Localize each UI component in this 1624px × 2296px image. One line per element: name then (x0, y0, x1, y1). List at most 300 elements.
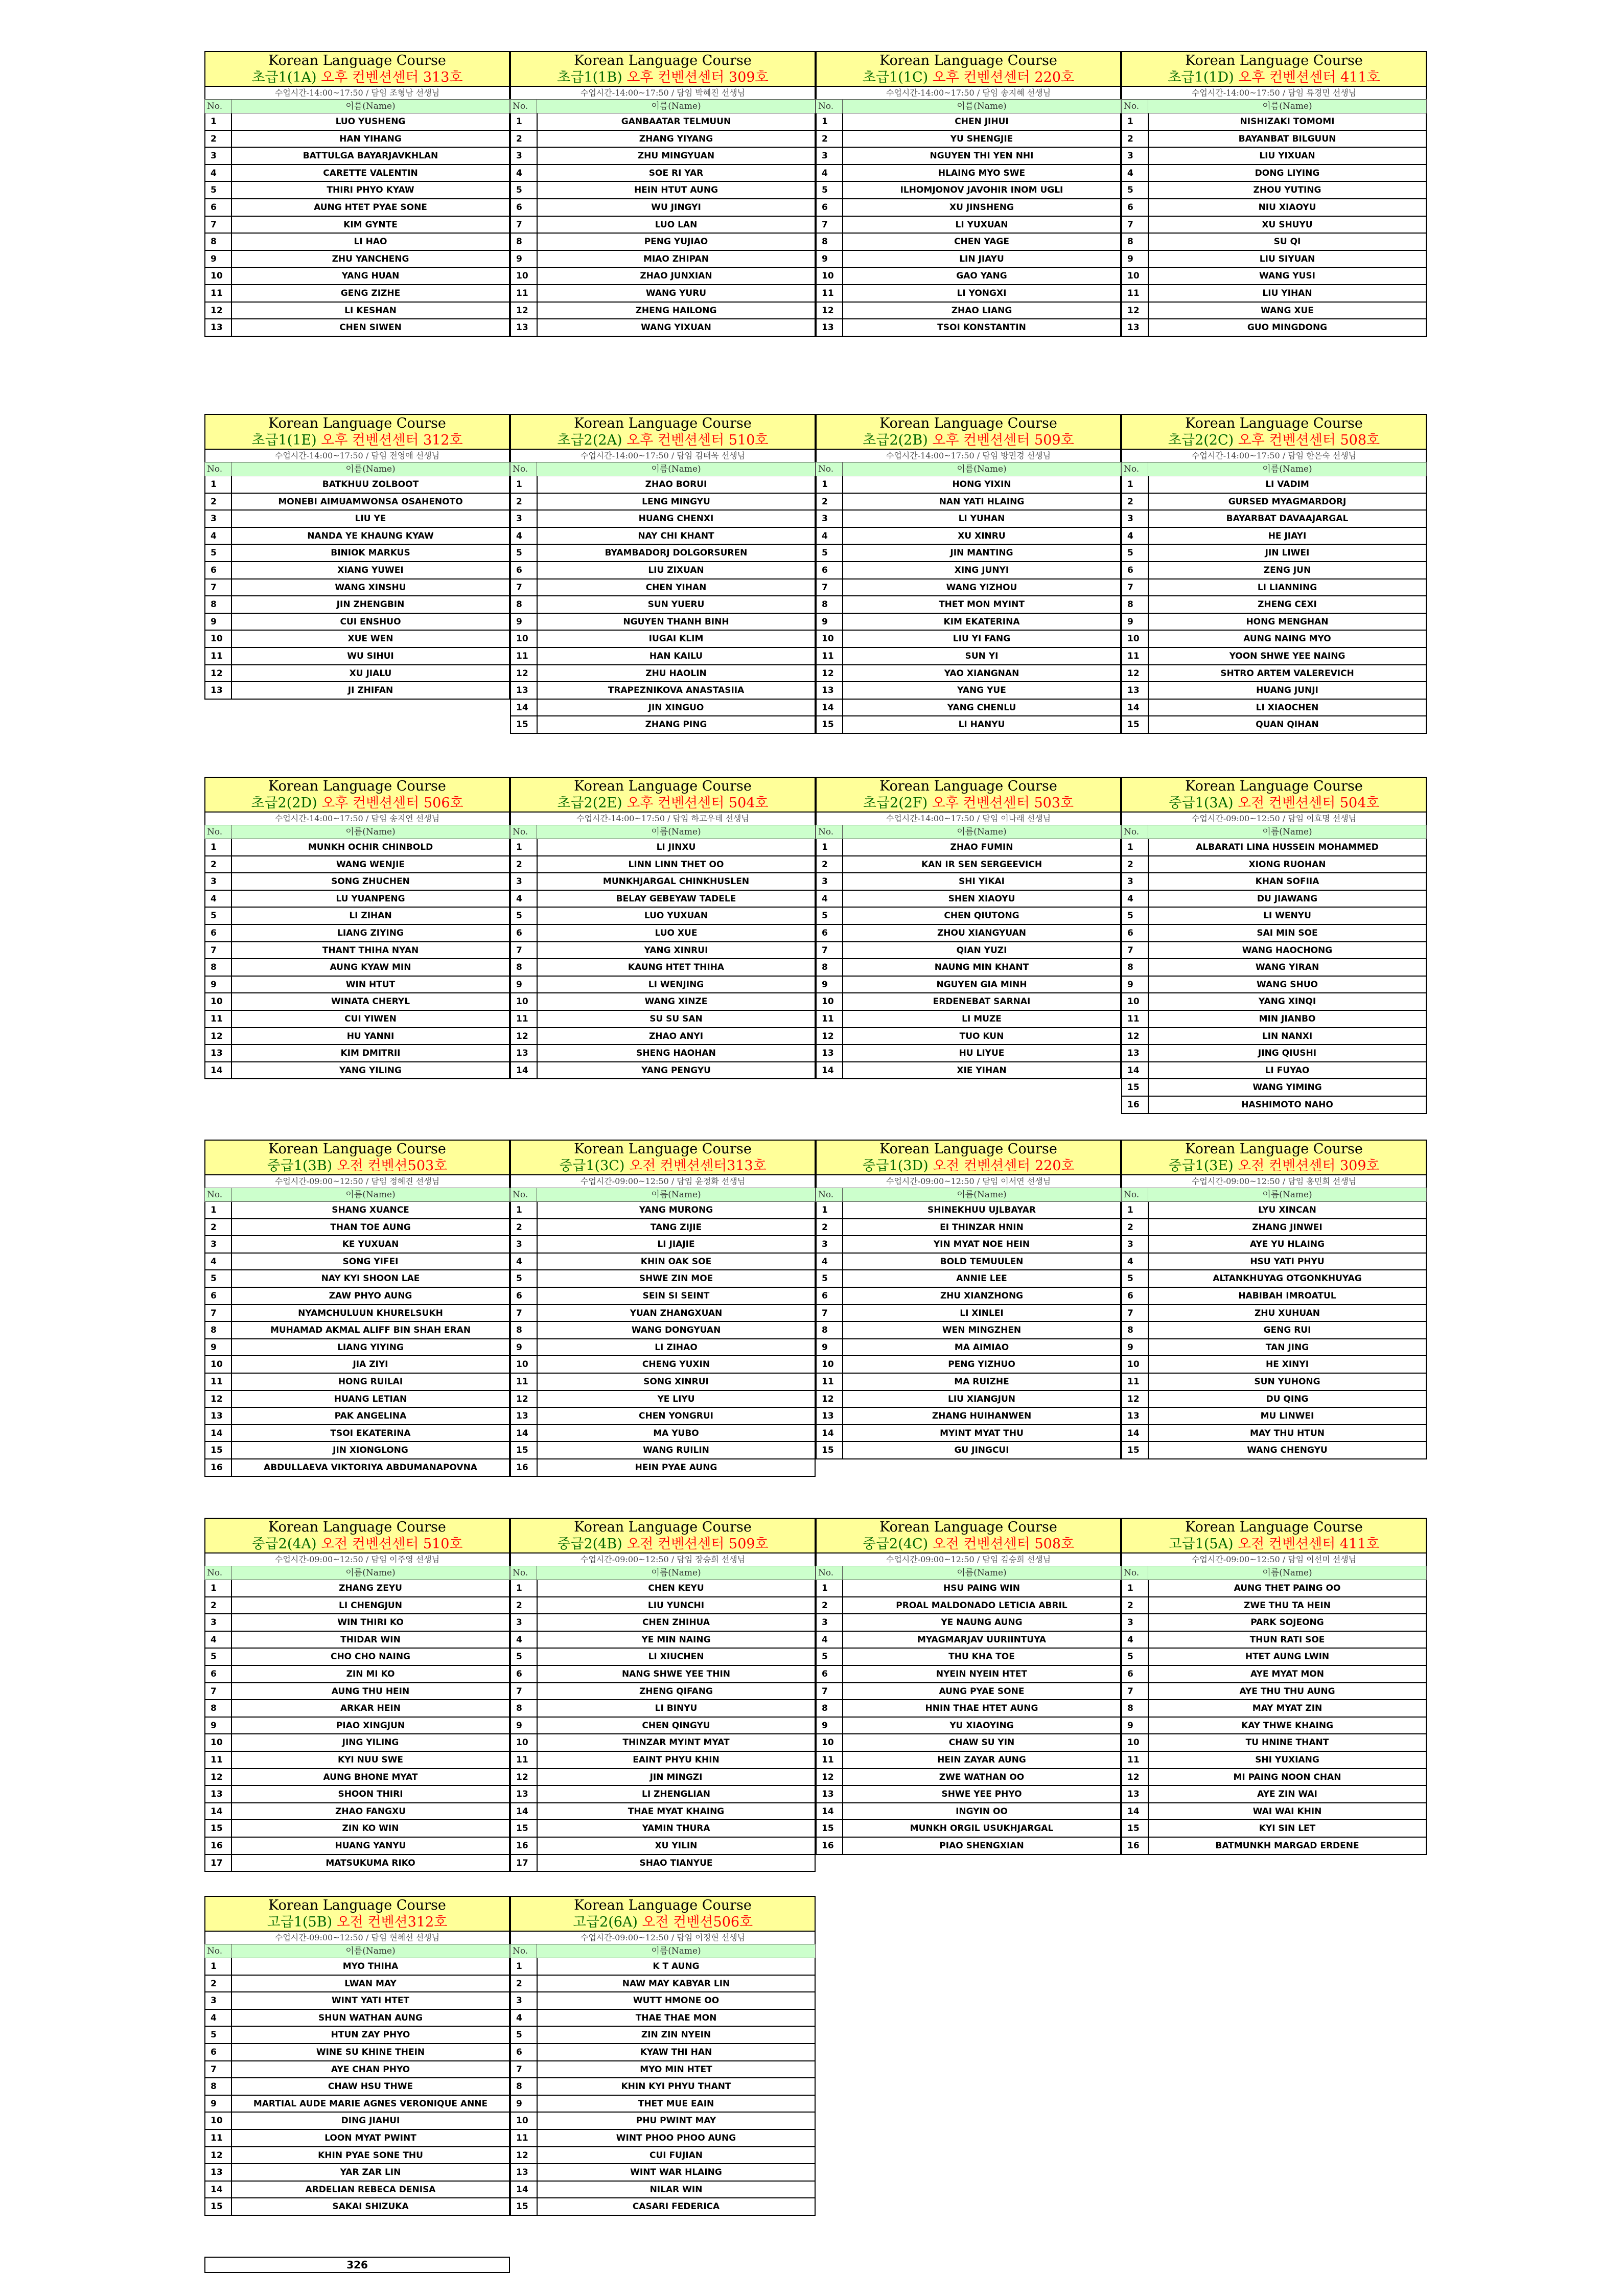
student-number: 9 (817, 1718, 843, 1734)
no-column-header: No. (511, 1188, 537, 1201)
table-row (204, 959, 510, 977)
student-number: 4 (205, 891, 232, 907)
table-row (816, 579, 1121, 597)
table-row (510, 217, 816, 234)
student-name: LI ZHENGLIAN (642, 1789, 710, 1800)
table-row (1121, 1442, 1427, 1459)
class-schedule: 수업시간-14:00~17:50 / 담임 박혜진 선생님 (510, 87, 816, 99)
student-name: LI HAO (354, 237, 387, 247)
student-number: 9 (1122, 1339, 1149, 1356)
table-row (1121, 1322, 1427, 1339)
class-level: 중급2 (557, 1536, 593, 1552)
student-name: ZHAO LIANG (951, 305, 1012, 316)
class-room: 오후 컨벤션센터 411호 (1234, 69, 1380, 85)
student-number: 12 (511, 2147, 538, 2164)
student-name: PROAL MALDONADO LETICIA ABRIL (896, 1600, 1068, 1611)
student-name: BATKHUU ZOLBOOT (322, 479, 419, 490)
class-header (816, 1140, 1121, 1175)
student-name: ALBARATI LINA HUSSEIN MOHAMMED (1196, 842, 1379, 852)
student-number: 2 (511, 856, 538, 873)
table-row (816, 1820, 1121, 1838)
student-number: 11 (1122, 648, 1149, 664)
student-number: 8 (1122, 1700, 1149, 1717)
student-number: 1 (205, 1580, 232, 1596)
table-row (204, 1425, 510, 1443)
student-number: 12 (1122, 1028, 1149, 1045)
student-number: 2 (1122, 1597, 1149, 1614)
student-number: 14 (817, 1803, 843, 1820)
student-number: 10 (205, 631, 232, 647)
table-row (204, 1442, 510, 1459)
student-name: HUANG JUNJI (1256, 685, 1318, 696)
table-row (816, 217, 1121, 234)
name-column-header: 이름(Name) (957, 827, 1007, 837)
student-number: 11 (817, 648, 843, 664)
student-number: 12 (1122, 303, 1149, 319)
class-room: 오전 컨벤션센터 411호 (1233, 1536, 1380, 1552)
table-row (204, 856, 510, 874)
student-number: 16 (1122, 1838, 1149, 1854)
table-row (204, 1459, 510, 1477)
student-name: LUO LAN (655, 219, 698, 230)
student-name: LIU YI FANG (953, 634, 1011, 644)
student-name: PIAO SHENGXIAN (939, 1840, 1024, 1851)
student-number: 10 (817, 631, 843, 647)
student-number: 7 (205, 217, 232, 233)
table-row (510, 1958, 816, 1976)
student-number: 1 (817, 476, 843, 493)
table-row (1121, 268, 1427, 285)
class-room: 오후 컨벤션센터 508호 (1234, 432, 1380, 448)
table-row (204, 1614, 510, 1632)
student-name: MIN JIANBO (1259, 1013, 1316, 1024)
student-name: YIN MYAT NOE HEIN (933, 1239, 1030, 1250)
student-name: HSU PAING WIN (943, 1583, 1020, 1593)
class-level: 중급2 (862, 1536, 898, 1552)
student-number: 1 (1122, 113, 1149, 130)
student-name: SHTRO ARTEM VALEREVICH (1220, 668, 1354, 679)
class-table (1121, 414, 1427, 734)
table-row (1121, 113, 1427, 131)
class-code: (3D) (897, 1158, 929, 1174)
student-name: IUGAI KLIM (648, 634, 704, 644)
class-header (204, 414, 510, 450)
name-column-header: 이름(Name) (1262, 827, 1312, 837)
student-name: HE XINYI (1265, 1359, 1309, 1370)
student-number: 7 (817, 1683, 843, 1700)
table-row (510, 1992, 816, 2010)
student-number: 4 (817, 1254, 843, 1270)
no-column-header: No. (1122, 1566, 1148, 1580)
student-number: 15 (1122, 716, 1149, 733)
class-room: 오후 컨벤션센터 309호 (622, 69, 769, 85)
table-row (816, 1408, 1121, 1425)
student-number: 3 (511, 1236, 538, 1253)
column-header-row (816, 462, 1121, 476)
student-number: 8 (205, 1322, 232, 1338)
name-column-header: 이름(Name) (345, 1946, 396, 1956)
student-number: 10 (205, 993, 232, 1010)
student-name: ZHOU XIANGYUAN (937, 927, 1027, 938)
column-header-row (510, 1188, 816, 1202)
table-row (204, 1219, 510, 1237)
student-name: SHANG XUANCE (332, 1205, 409, 1215)
student-name: ZHANG HUIHANWEN (932, 1411, 1032, 1422)
name-column-header: 이름(Name) (651, 827, 701, 837)
student-name: KIM GYNTE (343, 219, 398, 230)
student-number: 2 (205, 494, 232, 510)
class-level: 초급2 (251, 795, 287, 811)
table-row (204, 1028, 510, 1046)
table-row (510, 1408, 816, 1425)
student-name: THIRI PHYO KYAW (327, 185, 414, 196)
column-header-row (1121, 99, 1427, 113)
student-name: LIU YE (355, 514, 386, 524)
table-row (1121, 631, 1427, 648)
student-name: CHEN JIHUI (955, 117, 1009, 127)
student-name: PENG YIZHUO (948, 1359, 1015, 1370)
class-code: (3C) (594, 1158, 625, 1174)
student-name: AUNG HTET PYAE SONE (314, 202, 427, 213)
student-name: LIU YIHAN (1262, 288, 1312, 298)
student-name: ZHANG JINWEI (1252, 1222, 1323, 1233)
student-name: KAUNG HTET THIHA (628, 962, 725, 973)
table-row (204, 1803, 510, 1821)
student-number: 14 (817, 1425, 843, 1442)
student-number: 13 (817, 1408, 843, 1424)
student-name: HASHIMOTO NAHO (1241, 1099, 1333, 1110)
table-row (510, 1597, 816, 1615)
student-name: HEIN PYAE AUNG (635, 1462, 717, 1473)
table-row (510, 839, 816, 856)
student-name: PAK ANGELINA (334, 1411, 407, 1422)
student-number: 13 (1122, 319, 1149, 336)
student-name: MUNKH OCHIR CHINBOLD (308, 842, 433, 852)
student-number: 9 (511, 2096, 538, 2112)
student-number: 7 (511, 1305, 538, 1321)
table-row (204, 217, 510, 234)
student-name: WINE SU KHINE THEIN (316, 2047, 425, 2057)
table-row (204, 199, 510, 217)
class-room: 오전 컨벤션센터 510호 (316, 1536, 463, 1552)
student-name: SONG YIFEI (342, 1256, 399, 1267)
class-title (511, 1157, 815, 1174)
student-name: AYE THU THU AUNG (1239, 1686, 1335, 1697)
table-row (816, 1374, 1121, 1391)
student-number: 13 (205, 1408, 232, 1424)
student-number: 6 (817, 925, 843, 941)
student-number: 5 (1122, 1649, 1149, 1665)
student-name: GENG RUI (1263, 1325, 1311, 1336)
table-row (1121, 131, 1427, 148)
student-name: LIU XIANGJUN (947, 1394, 1015, 1404)
class-code: (2B) (898, 432, 928, 448)
student-name: MONEBI AIMUAMWONSA OSAHENOTO (278, 496, 463, 507)
table-row (204, 2078, 510, 2096)
column-header-row (1121, 462, 1427, 476)
class-header (1121, 1140, 1427, 1175)
class-title (511, 1914, 815, 1931)
student-number: 2 (1122, 494, 1149, 510)
table-row (204, 148, 510, 165)
student-name: XU JIALU (349, 668, 392, 679)
no-column-header: No. (205, 1944, 231, 1958)
table-row (816, 1803, 1121, 1821)
table-row (1121, 1649, 1427, 1666)
student-number: 1 (205, 1958, 232, 1975)
class-schedule: 수업시간-14:00~17:50 / 담임 방민경 선생님 (816, 450, 1121, 462)
student-name: YE NAUNG AUNG (941, 1617, 1023, 1628)
student-number: 8 (511, 1322, 538, 1338)
class-room: 오전 컨벤션312호 (332, 1914, 448, 1930)
student-number: 7 (205, 1305, 232, 1321)
class-room: 오후 컨벤션센터 312호 (316, 432, 463, 448)
student-name: THINZAR MYINT MYAT (622, 1737, 730, 1748)
student-number: 2 (1122, 1219, 1149, 1236)
student-number: 3 (817, 1236, 843, 1253)
no-column-header: No. (816, 1566, 843, 1580)
student-number: 8 (817, 596, 843, 613)
student-number: 9 (511, 977, 538, 993)
table-row (1121, 873, 1427, 891)
table-row (816, 1769, 1121, 1787)
table-row (1121, 148, 1427, 165)
student-name: SHEN XIAOYU (948, 893, 1015, 904)
student-number: 13 (1122, 682, 1149, 699)
student-number: 4 (1122, 165, 1149, 181)
student-number: 3 (511, 873, 538, 890)
table-row (510, 1683, 816, 1701)
student-number: 3 (1122, 1614, 1149, 1631)
student-number: 2 (817, 1597, 843, 1614)
student-number: 10 (205, 1356, 232, 1373)
student-name: TSOI EKATERINA (330, 1428, 411, 1439)
student-name: LIN JIAYU (959, 253, 1004, 264)
table-row (816, 1649, 1121, 1666)
student-number: 4 (511, 1632, 538, 1648)
student-name: SU SU SAN (649, 1013, 703, 1024)
student-number: 12 (1122, 1391, 1149, 1407)
table-row (204, 648, 510, 665)
student-name: XIANG YUWEI (337, 565, 404, 575)
class-schedule: 수업시간-09:00~12:50 / 담임 윤정화 선생님 (510, 1175, 816, 1188)
course-title: Korean Language Course (879, 1141, 1057, 1157)
student-number: 9 (817, 251, 843, 267)
table-row (204, 839, 510, 856)
table-row (1121, 165, 1427, 182)
student-name: LI XIAOCHEN (1256, 702, 1319, 713)
column-header-row (510, 825, 816, 839)
table-row (204, 562, 510, 579)
student-name: LI BINYU (655, 1703, 698, 1714)
table-row (1121, 1028, 1427, 1046)
table-row (1121, 1632, 1427, 1649)
student-number: 9 (1122, 1718, 1149, 1734)
student-name: JIN ZHENGBIN (336, 599, 405, 610)
student-number: 14 (817, 700, 843, 716)
student-number: 13 (205, 1786, 232, 1802)
student-number: 12 (205, 2147, 232, 2164)
class-code: (5A) (1203, 1536, 1234, 1552)
student-name: KHAN SOFIIA (1255, 876, 1319, 887)
class-table (816, 1518, 1121, 1855)
table-row (1121, 303, 1427, 320)
student-name: LIN NANXI (1262, 1031, 1313, 1041)
class-level: 중급1 (267, 1158, 303, 1174)
student-name: JIA ZIYI (353, 1359, 388, 1370)
class-room: 오전 컨벤션506호 (637, 1914, 753, 1930)
table-row (816, 1734, 1121, 1752)
student-number: 6 (1122, 1666, 1149, 1682)
table-row (510, 268, 816, 285)
student-number: 6 (1122, 1288, 1149, 1304)
student-number: 5 (1122, 1270, 1149, 1287)
student-number: 8 (205, 959, 232, 976)
table-row (204, 165, 510, 182)
class-room: 오후 컨벤션센터 313호 (316, 69, 463, 85)
student-name: LI WENJING (648, 979, 704, 990)
student-name: WANG XINSHU (335, 582, 406, 593)
class-room: 오후 컨벤션센터 503호 (927, 795, 1074, 811)
table-row (816, 1202, 1121, 1219)
table-row (816, 1666, 1121, 1683)
student-number: 13 (1122, 1786, 1149, 1802)
table-row (1121, 648, 1427, 665)
table-row (204, 908, 510, 925)
student-number: 2 (817, 856, 843, 873)
student-name: ZHAO FUMIN (950, 842, 1013, 852)
name-column-header: 이름(Name) (957, 1190, 1007, 1200)
student-name: THU KHA TOE (948, 1652, 1015, 1662)
table-row (204, 682, 510, 700)
student-number: 5 (817, 1649, 843, 1665)
table-row (204, 596, 510, 614)
student-name: HU YANNI (346, 1031, 395, 1041)
table-row (510, 1219, 816, 1237)
student-name: LI ZIHAO (655, 1342, 698, 1353)
student-number: 5 (205, 1270, 232, 1287)
student-number: 6 (205, 1666, 232, 1682)
name-column-header: 이름(Name) (957, 464, 1007, 474)
band-0 (204, 51, 1427, 337)
student-name: HEIN ZAYAR AUNG (937, 1754, 1026, 1765)
table-row (510, 2096, 816, 2113)
student-number: 4 (817, 165, 843, 181)
student-number: 8 (817, 1700, 843, 1717)
no-column-header: No. (1122, 825, 1148, 839)
student-number: 5 (205, 545, 232, 561)
class-table (816, 777, 1121, 1079)
class-header (204, 1518, 510, 1553)
table-row (816, 1305, 1121, 1323)
table-row (204, 891, 510, 908)
student-number: 7 (1122, 1305, 1149, 1321)
table-row (816, 1236, 1121, 1254)
table-row (1121, 1356, 1427, 1374)
student-name: NGUYEN THANH BINH (623, 616, 729, 627)
table-row (204, 2147, 510, 2165)
student-number: 6 (205, 1288, 232, 1304)
student-name: WINT YATI HTET (331, 1996, 410, 2006)
student-name: WANG CHENGYU (1247, 1445, 1328, 1456)
table-row (816, 165, 1121, 182)
class-room: 오전 컨벤션센터 509호 (622, 1536, 769, 1552)
table-row (1121, 925, 1427, 942)
name-column-header: 이름(Name) (957, 101, 1007, 111)
student-number: 10 (1122, 1734, 1149, 1751)
table-row (510, 545, 816, 562)
student-number: 10 (817, 268, 843, 284)
student-name: HONG YIXIN (952, 479, 1011, 490)
class-code: (3B) (303, 1158, 333, 1174)
student-name: ZAW PHYO AUNG (329, 1290, 412, 1301)
student-number: 16 (817, 1838, 843, 1854)
student-name: MATSUKUMA RIKO (326, 1858, 415, 1868)
student-number: 4 (1122, 1632, 1149, 1648)
student-name: WANG YIZHOU (946, 582, 1017, 593)
student-name: BELAY GEBEYAW TADELE (616, 893, 736, 904)
student-number: 1 (817, 1580, 843, 1596)
student-number: 13 (511, 682, 538, 699)
band-2 (204, 777, 1427, 1114)
class-schedule: 수업시간-09:00~12:50 / 담임 정혜진 선생님 (204, 1175, 510, 1188)
student-name: WEN MINGZHEN (942, 1325, 1022, 1336)
no-column-header: No. (816, 100, 843, 113)
course-title: Korean Language Course (268, 1897, 446, 1913)
student-name: CUI YIWEN (344, 1013, 397, 1024)
table-row (510, 993, 816, 1011)
student-number: 10 (1122, 268, 1149, 284)
student-number: 3 (205, 148, 232, 164)
student-number: 10 (1122, 1356, 1149, 1373)
table-row (510, 2044, 816, 2061)
table-row (510, 319, 816, 337)
student-number: 1 (511, 1202, 538, 1218)
student-name: XIONG RUOHAN (1248, 859, 1326, 870)
student-name: CHEN ZHIHUA (642, 1617, 710, 1628)
student-number: 5 (205, 1649, 232, 1665)
table-row (816, 113, 1121, 131)
student-name: YAR ZAR LIN (340, 2167, 401, 2178)
no-column-header: No. (205, 1566, 231, 1580)
student-number: 6 (1122, 199, 1149, 216)
table-row (1121, 839, 1427, 856)
student-name: AUNG KYAW MIN (330, 962, 411, 973)
table-row (510, 1838, 816, 1855)
table-row (510, 562, 816, 579)
student-name: LIANG YIYING (337, 1342, 404, 1353)
student-name: THAN TOE AUNG (330, 1222, 411, 1233)
class-room: 오전 컨벤션센터 220호 (928, 1158, 1075, 1174)
class-schedule: 수업시간-14:00~17:50 / 담임 한은숙 선생님 (1121, 450, 1427, 462)
student-name: SHENG HAOHAN (636, 1048, 716, 1059)
student-name: LI VADIM (1265, 479, 1309, 490)
table-row (204, 494, 510, 511)
course-title: Korean Language Course (574, 53, 752, 68)
student-name: WANG SHUO (1257, 979, 1318, 990)
class-header (816, 777, 1121, 813)
table-row (204, 1202, 510, 1219)
table-row (1121, 182, 1427, 199)
class-title (1122, 1157, 1426, 1174)
student-name: ANNIE LEE (956, 1273, 1007, 1284)
student-number: 9 (511, 1718, 538, 1734)
student-name: HLAING MYO SWE (938, 168, 1026, 178)
student-number: 14 (1122, 700, 1149, 716)
student-number: 15 (1122, 1820, 1149, 1837)
table-row (204, 1752, 510, 1769)
table-row (816, 476, 1121, 494)
